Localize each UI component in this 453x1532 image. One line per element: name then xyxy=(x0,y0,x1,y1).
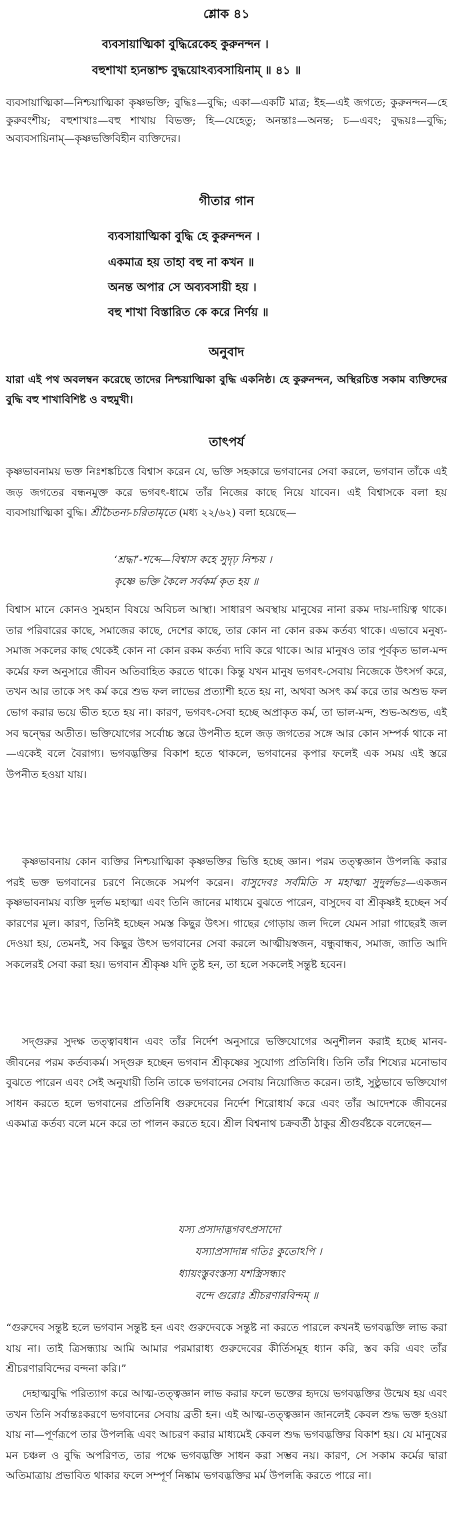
purport-paragraph-2: বিশ্বাস মানে কোনও সুমহান বিষয়ে অবিচল আস্থা। সাধারণ অবস্থায় মানুষের নানা রকম দায়-দায়িত্ব থাকে। তার পরিবারের কাছে, সমাজের কাছে, দেশের কাছে, তার কোন না কোন রকম কর্তব্য থাকে। এভাবে মনুষ্য-সমাজ সকলের কাছ থেকেই কোন না কোন রকম কর্তব্য দাবি করে থাকে। আর মানুষও তার পূর্বকৃত ভাল-মন্দ কর্মের ফল অনুসারে জীবন অতিবাহিত করতে থাকে। কিন্তু যখন মানুষ ভগবৎ-সেবায় নিজেকে উৎসর্গ করে, তখন আর তাকে সৎ কর্ম করে শুভ ফল লাভের প্রত্যাশী হতে হয় না, অথবা অসৎ কর্ম করে তার অশুভ ফল ভোগ করার ভয়ে ভীত হতে হয় না। কারণ, ভগবৎ-সেবা হচ্ছে অপ্রাকৃত কর্ম, তা ভাল-মন্দ, শুভ-অশুভ, এই সব দ্বন্দ্বের অতীত। ভক্তিযোগের সর্বোচ্চ স্তরে উপনীত হলে জড় জগতের সঙ্গে আর কোন সম্পর্ক থাকে না—একেই বলে বৈরাগ্য। ভগবদ্ভক্তির বিকাশ হতে থাকলে, ভগবানের কৃপার ফলেই এক সময় এই স্তরে উপনীত হওয়া যায়। xyxy=(6,604,447,781)
purport-paragraph-3-text-c: —একজন কৃষ্ণভাবনাময় ব্যক্তি দুর্লভ মহাত্মা এবং তিনি জানের মাধ্যমে বুঝতে পারেন, বাসুদেব বা শ্রীকৃষ্ণই হচ্ছেন সর্ব কারণের মূল। কারণ, তিনিই হচ্ছেন সমস্ত কিছুর উৎস। গাছের গোড়ায় জল দিলে যেমন সারা গাছেরই জল দেওয়া হয়, তেমনই, সব কিছুর উৎস ভগবানের সেবা করলে আত্মীয়স্বজন, বন্ধুবান্ধব, সমাজ, জাতি আদি সকলেরই সেবা করা হয়। ভগবান শ্রীকৃষ্ণ যদি তুষ্ট হন, তা হলে সকলেই সন্তুষ্ট হবেন। xyxy=(6,876,447,971)
purport-paragraph-5: “গুরুদেব সন্তুষ্ট হলে ভগবান সন্তুষ্ট হন এবং গুরুদেবকে সন্তুষ্ট না করতে পারলে কখনই ভগবদ্ভক্তি লাভ করা যায় না। তাই ত্রিসন্ধ্যায় আমি আমার পরমারাধ্য গুরুদেবের কীর্তিসমূহ ধ্যান করি, স্তব করি এবং তাঁর শ্রীচরণারবিন্দের বন্দনা করি।” xyxy=(6,1322,447,1376)
purport-paragraph-3 xyxy=(6,852,447,976)
purport-paragraph-1 xyxy=(6,462,447,524)
purport-heading: তাৎপর্য xyxy=(208,434,245,449)
quote-2-line-3: ধ্যায়ংস্তুবংস্তস্য যশস্ত্রিসন্ধ্যং xyxy=(178,1268,285,1280)
verse-line-1: ব্যবসায়াত্মিকা বুদ্ধিরেকেহ কুরুনন্দন । xyxy=(102,37,269,51)
quote-2-line-1: যস্য প্রসাদাদ্ভগবৎপ্রসাদো xyxy=(178,1224,281,1236)
translation-heading: অনুবাদ xyxy=(208,344,245,359)
quote-1-line-2: কৃষ্ণে ভক্তি কৈলে সর্বকর্ম কৃত হয় ॥ xyxy=(114,576,259,588)
quote-1-line-1: ‘শ্রদ্ধা’-শব্দে—বিশ্বাস কহে সুদৃঢ় নিশ্চয় । xyxy=(114,554,272,566)
purport-paragraph-1-text-a: কৃষ্ণভাবনাময় ভক্ত নিঃশঙ্কচিত্তে বিশ্বাস করেন যে, ভক্তি সহকারে ভগবানের সেবা করলে, ভগবান তাঁকে এই জড় জগতের বন্ধনমুক্ত করে ভগবৎ-ধামে তাঁর নিজের কাছে নিয়ে যাবেন। এই বিশ্বাসকে বলা হয় ব্যবসায়াত্মিকা বুদ্ধি। xyxy=(6,466,447,520)
purport-paragraph-3-text-a: কৃষ্ণভাবনায় কোন ব্যক্তির নিশ্চয়াত্মিকা কৃষ্ণভক্তির ভিত্তি হচ্ছে জ্ঞান। পরম তত্ত্বজ্ঞান উপলব্ধি করার পরই ভক্ত ভগবানের চরণে নিজেকে সমর্পণ করেন। xyxy=(6,856,447,889)
translation: যারা এই পথ অবলম্বন করেছে তাদের নিশ্চয়াত্মিকা বুদ্ধি একনিষ্ঠ। হে কুরুনন্দন, অস্থিরচিত্ত সকাম ব্যক্তিদের বুদ্ধি বহু শাখাবিশিষ্ট ও বহুমুখী। xyxy=(6,374,447,406)
song-line-3: অনন্ত অপার সে অব্যবসায়ী হয় । xyxy=(108,280,257,294)
purport-paragraph-4: সদ্‌গুরুর সুদক্ষ তত্ত্বাবধান এবং তাঁর নির্দেশ অনুসারে ভক্তিযোগের অনুশীলন করাই হচ্ছে মানব-জীবনের পরম কর্তব্যকর্ম। সদ্‌গুরু হচ্ছেন ভগবান শ্রীকৃষ্ণের সুযোগ্য প্রতিনিধি। তিনি তাঁর শিষ্যের মনোভাব বুঝতে পারেন এবং সেই অনুযায়ী তিনি তাকে ভগবানের সেবায় নিয়োজিত করেন। তাই, সুষ্ঠুভাবে ভক্তিযোগ সাধন করতে হলে ভগবানের প্রতিনিধি গুরুদেবের নির্দেশ শিরোধার্য করে এবং তাঁর আদেশকে জীবনের একমাত্র কর্তব্য বলে মনে করে তা পালন করতে হবে। শ্রীল বিশ্বনাথ চক্রবর্তী ঠাকুর শ্রীগুর্বষ্টকে বলেছেন— xyxy=(6,1036,447,1131)
purport-paragraph-6: দেহাত্মবুদ্ধি পরিত্যাগ করে আত্ম-তত্ত্বজ্ঞান লাভ করার ফলে ভক্তের হৃদয়ে ভগবদ্ভক্তির উন্মেষ হয় এবং তখন তিনি সর্বান্তঃকরণে ভগবানের সেবায় ব্রতী হন। এই আত্ম-তত্ত্বজ্ঞান জানলেই কেবল শুদ্ধ ভক্ত হওয়া যায় না—পূর্ণরূপে তার উপলব্ধি এবং আচরণ করার মাধ্যমেই কেবল শুদ্ধ ভগবদ্ভক্তির বিকাশ হয়। যে মানুষের মন চঞ্চল ও বুদ্ধি অপরিণত, তার পক্ষে ভগবদ্ভক্তি সাধন করা সম্ভব নয়। কারণ, সে সকাম কর্মের দ্বারা অতিমাত্রায় প্রভাবিত থাকার ফলে সম্পূর্ণ নিষ্কাম ভগবদ্ভক্তির মর্ম উপলব্ধি করতে পারে না। xyxy=(6,1388,447,1483)
quote-2-line-4: বন্দে গুরোঃ শ্রীচরণারবিন্দম্ ॥ xyxy=(195,1290,319,1302)
song-heading: গীতার গান xyxy=(198,193,255,208)
song-line-1: ব্যবসায়াত্মিকা বুদ্ধি হে কুরুনন্দন । xyxy=(108,229,260,243)
purport-paragraph-3-sanskrit: বাসুদেবঃ সর্বমিতি স মহাত্মা সুদুর্লভঃ xyxy=(240,876,406,889)
purport-paragraph-1-text-c: (মধ্য ২২/৬২) বলা হয়েছে— xyxy=(175,507,297,520)
song-line-2: একমাত্র হয় তাহা বহু না কখন ॥ xyxy=(108,255,255,269)
song-line-4: বহু শাখা বিস্তারিত কে করে নির্ণয় ॥ xyxy=(108,305,269,319)
purport-paragraph-1-source: শ্রীচৈতন্য-চরিতামৃতে xyxy=(90,507,176,520)
quote-2-line-2: যস্যাপ্রসাদান্ন গতিঃ কুতোঽপি । xyxy=(195,1246,322,1258)
verse-heading: শ্লোক ৪১ xyxy=(203,6,250,21)
synonyms: ব্যবসায়াত্মিকা—নিশ্চয়াত্মিকা কৃষ্ণভক্তি; বুদ্ধিঃ—বুদ্ধি; একা—একটি মাত্র; ইহ—এই জগতে; কুরুনন্দন—হে কুরুবংশীয়; বহুশাখাঃ—বহু শাখায় বিভক্ত; হি—যেহেতু; অনন্তাঃ—অনন্ত; চ—এবং; বুদ্ধয়ঃ—বুদ্ধি; অব্যবসায়িনাম্—কৃষ্ণভক্তিবিহীন ব্যক্তিদের। xyxy=(6,97,447,145)
verse-line-2: বহুশাখা হ্যনন্তাশ্চ বুদ্ধয়োঽব্যবসায়িনাম্ ॥ ৪১ ॥ xyxy=(92,63,301,77)
